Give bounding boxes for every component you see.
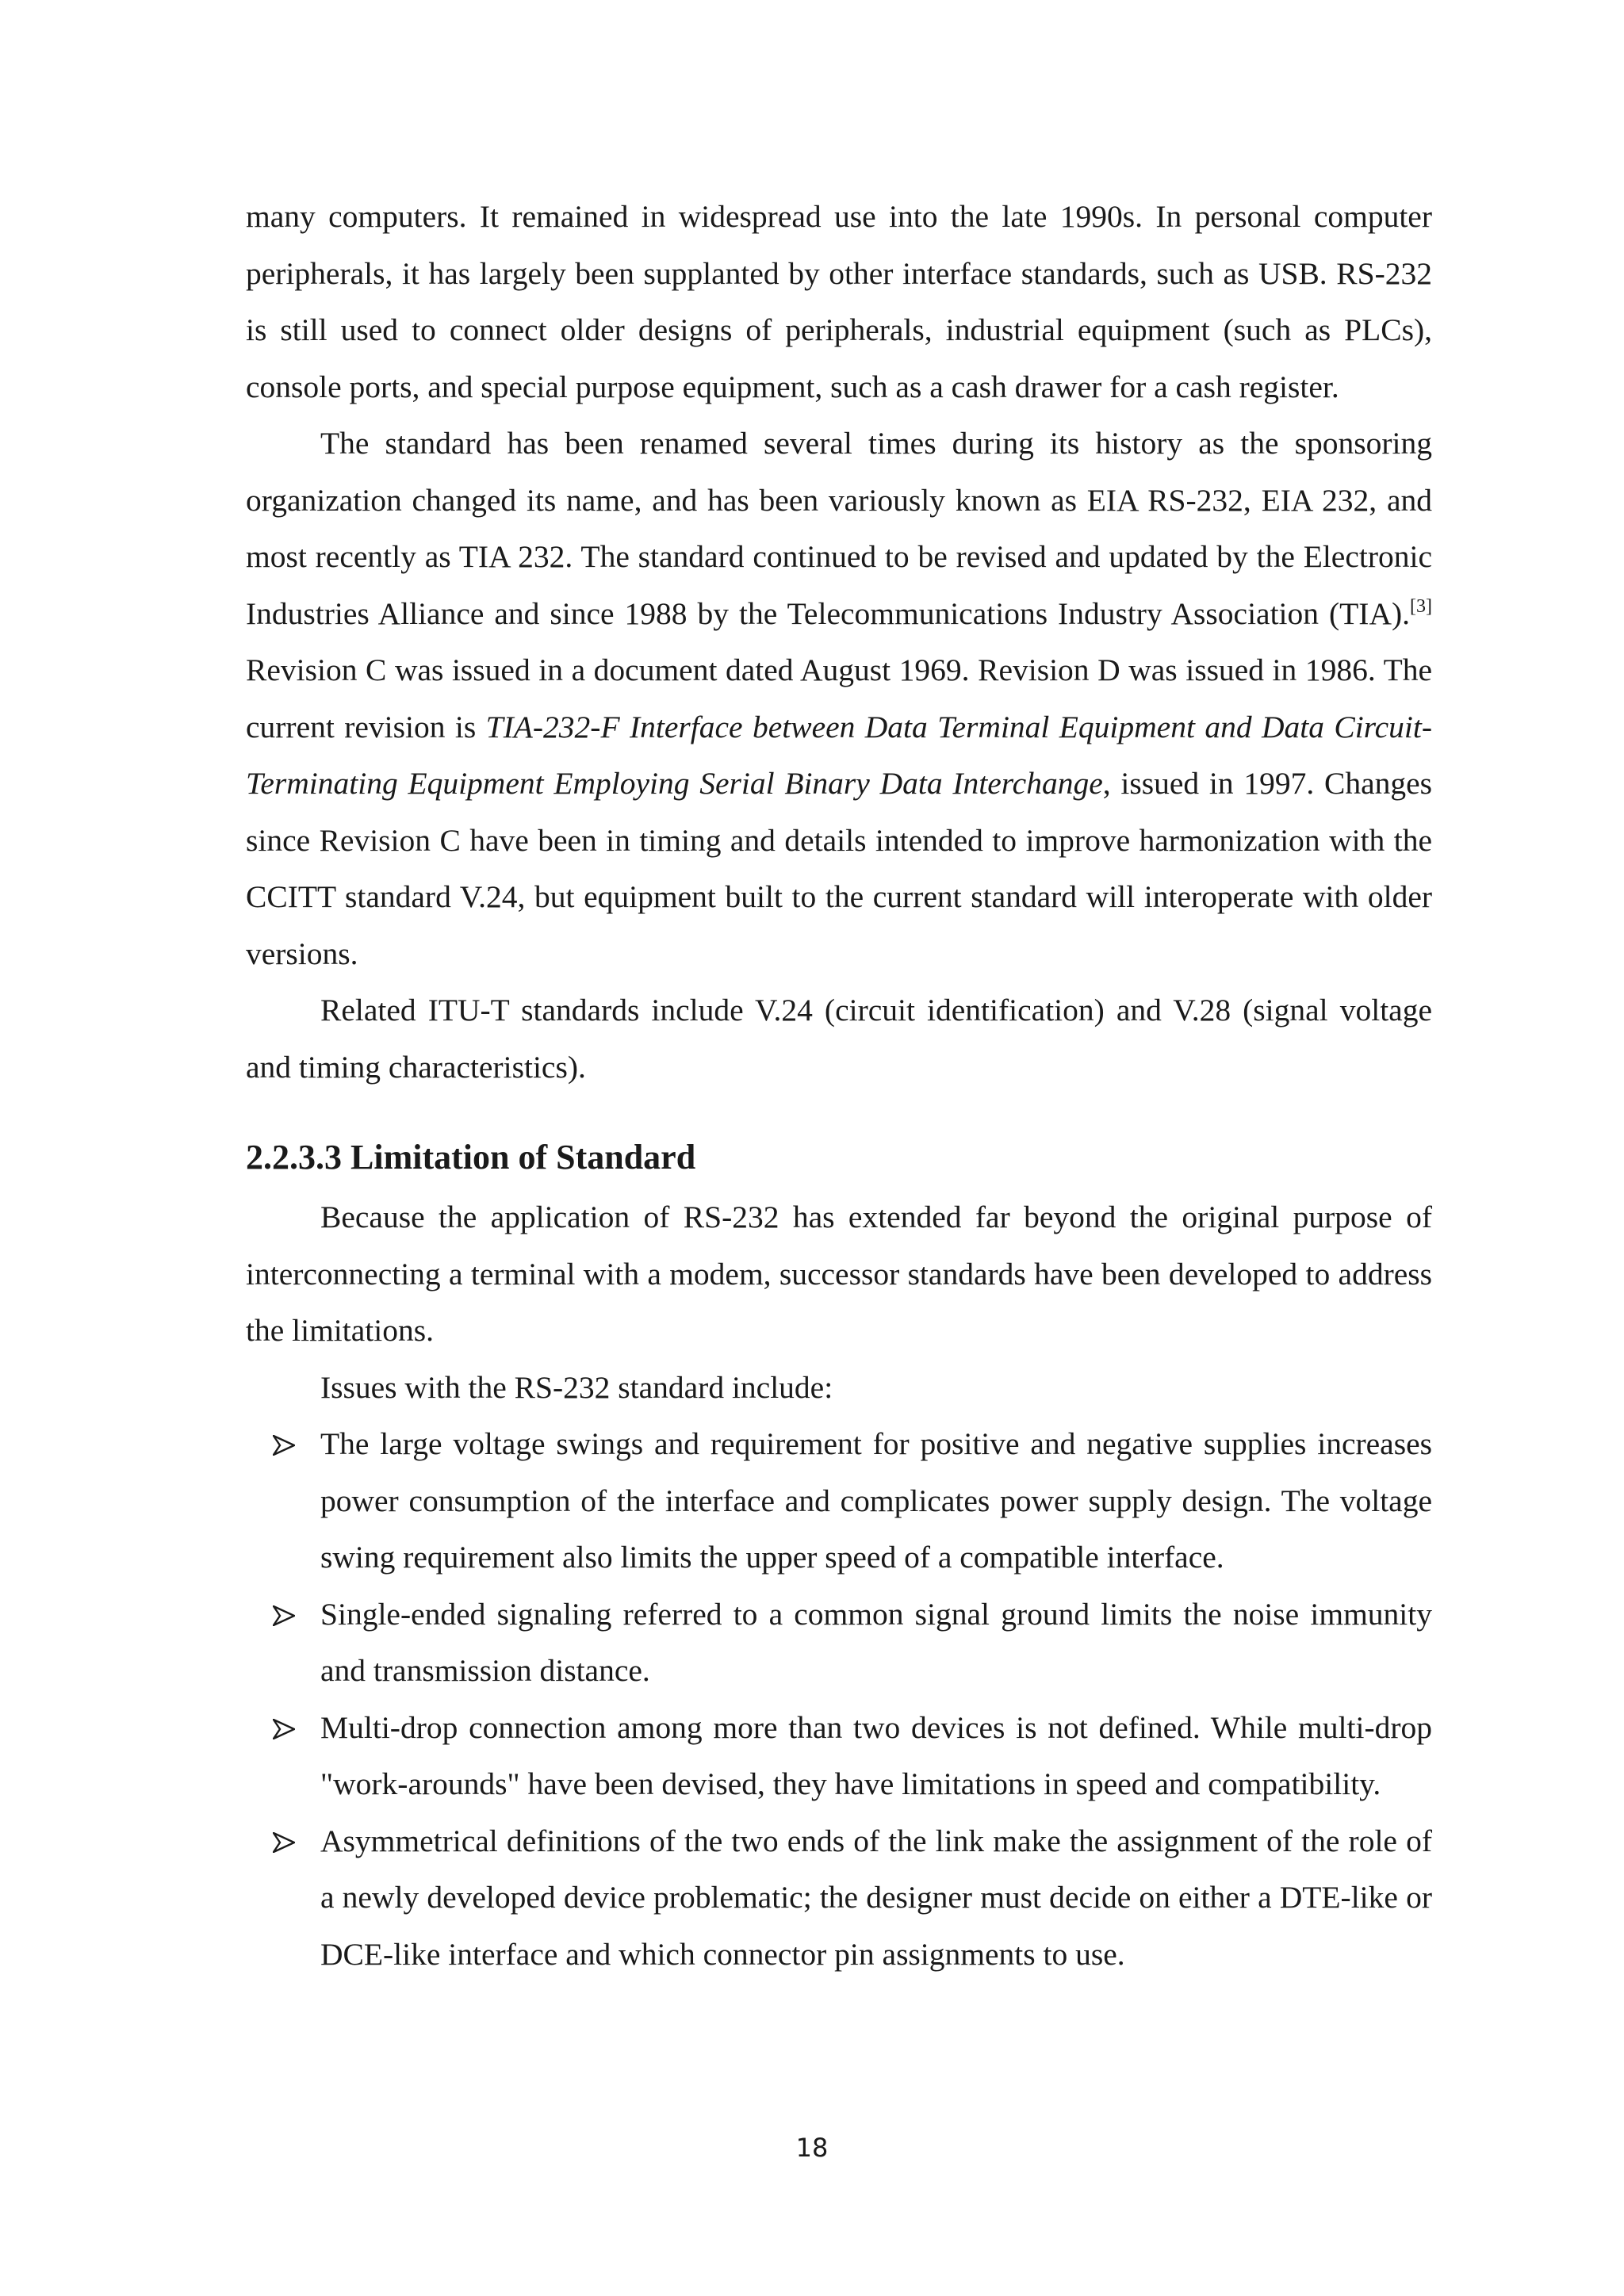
list-item-text: Asymmetrical definitions of the two ends of the link make the assignment of the role of a newly developed device problematic; the designer must decide on either a DTE-like or DCE-like interface and which connector pin assignments to use. (320, 1823, 1432, 1972)
arrowhead-bullet-icon (273, 1832, 295, 1853)
issues-list (246, 1416, 1432, 1983)
list-item-text: The large voltage swings and requirement for positive and negative supplies increases power consumption of the interface and complicates power supply design. The voltage swing requirement also limits the upper speed of a compatible interface. (320, 1426, 1432, 1575)
reference-3[interactable]: [3] (1410, 595, 1432, 617)
paragraph-standard-history (246, 415, 1432, 982)
paragraph-limitations-intro: Because the application of RS-232 has extended far beyond the original purpose of interconnecting a terminal with a modem, successor standards have been developed to address the limitations. (246, 1200, 1432, 1348)
section-heading: 2.2.3.3 Limitation of Standard (246, 1138, 696, 1177)
page-content (246, 189, 1432, 1983)
standard-title: TIA-232-F Interface between Data Terminal Equipment and Data Circuit-Terminating Equipment Employing Serial Binary Data Interchange (246, 709, 1432, 801)
paragraph-related-standards: Related ITU-T standards include V.24 (circuit identification) and V.28 (signal voltage and timing characteristics). (246, 993, 1432, 1085)
list-item-text: Single-ended signaling referred to a common signal ground limits the noise immunity and transmission distance. (320, 1596, 1432, 1688)
arrowhead-bullet-icon (273, 1435, 295, 1456)
arrowhead-bullet-icon (273, 1605, 295, 1626)
list-item (246, 1700, 1432, 1813)
paragraph-continuation: many computers. It remained in widespread use into the late 1990s. In personal computer peripherals, it has largely been supplanted by other interface standards, such as USB. RS-232 is still used to connect older designs of peripherals, industrial equipment (such as PLCs), console ports, and special purpose equipment, such as a cash drawer for a cash register. (246, 199, 1432, 404)
page-number: 18 (795, 2133, 829, 2163)
history-text-3: , issued in 1997. Changes since Revision C have been in timing and details intended to improve harmonization with the CCITT standard V.24, but equipment built to the current standard will interoperate with older versions. (246, 766, 1433, 971)
list-item (246, 1813, 1432, 1984)
list-item (246, 1416, 1432, 1586)
list-item (246, 1586, 1432, 1700)
paragraph-issues-lead: Issues with the RS-232 standard include: (320, 1369, 833, 1405)
arrowhead-bullet-icon (273, 1719, 295, 1739)
history-text-1: The standard has been renamed several times during its history as the sponsoring organization changed its name, and has been variously known as EIA RS-232, EIA 232, and most recently as TIA 232. The standard continued to be revised and updated by the Electronic Industries Alliance and since 1988 by the Telecommunications Industry Association (TIA). (246, 426, 1432, 631)
history-text-2: Revision C was issued in a document dated August 1969. Revision D was issued in 1986. The current revision is (246, 652, 1432, 744)
list-item-text: Multi-drop connection among more than two devices is not defined. While multi-drop "work-arounds" have been devised, they have limitations in speed and compatibility. (320, 1709, 1432, 1801)
